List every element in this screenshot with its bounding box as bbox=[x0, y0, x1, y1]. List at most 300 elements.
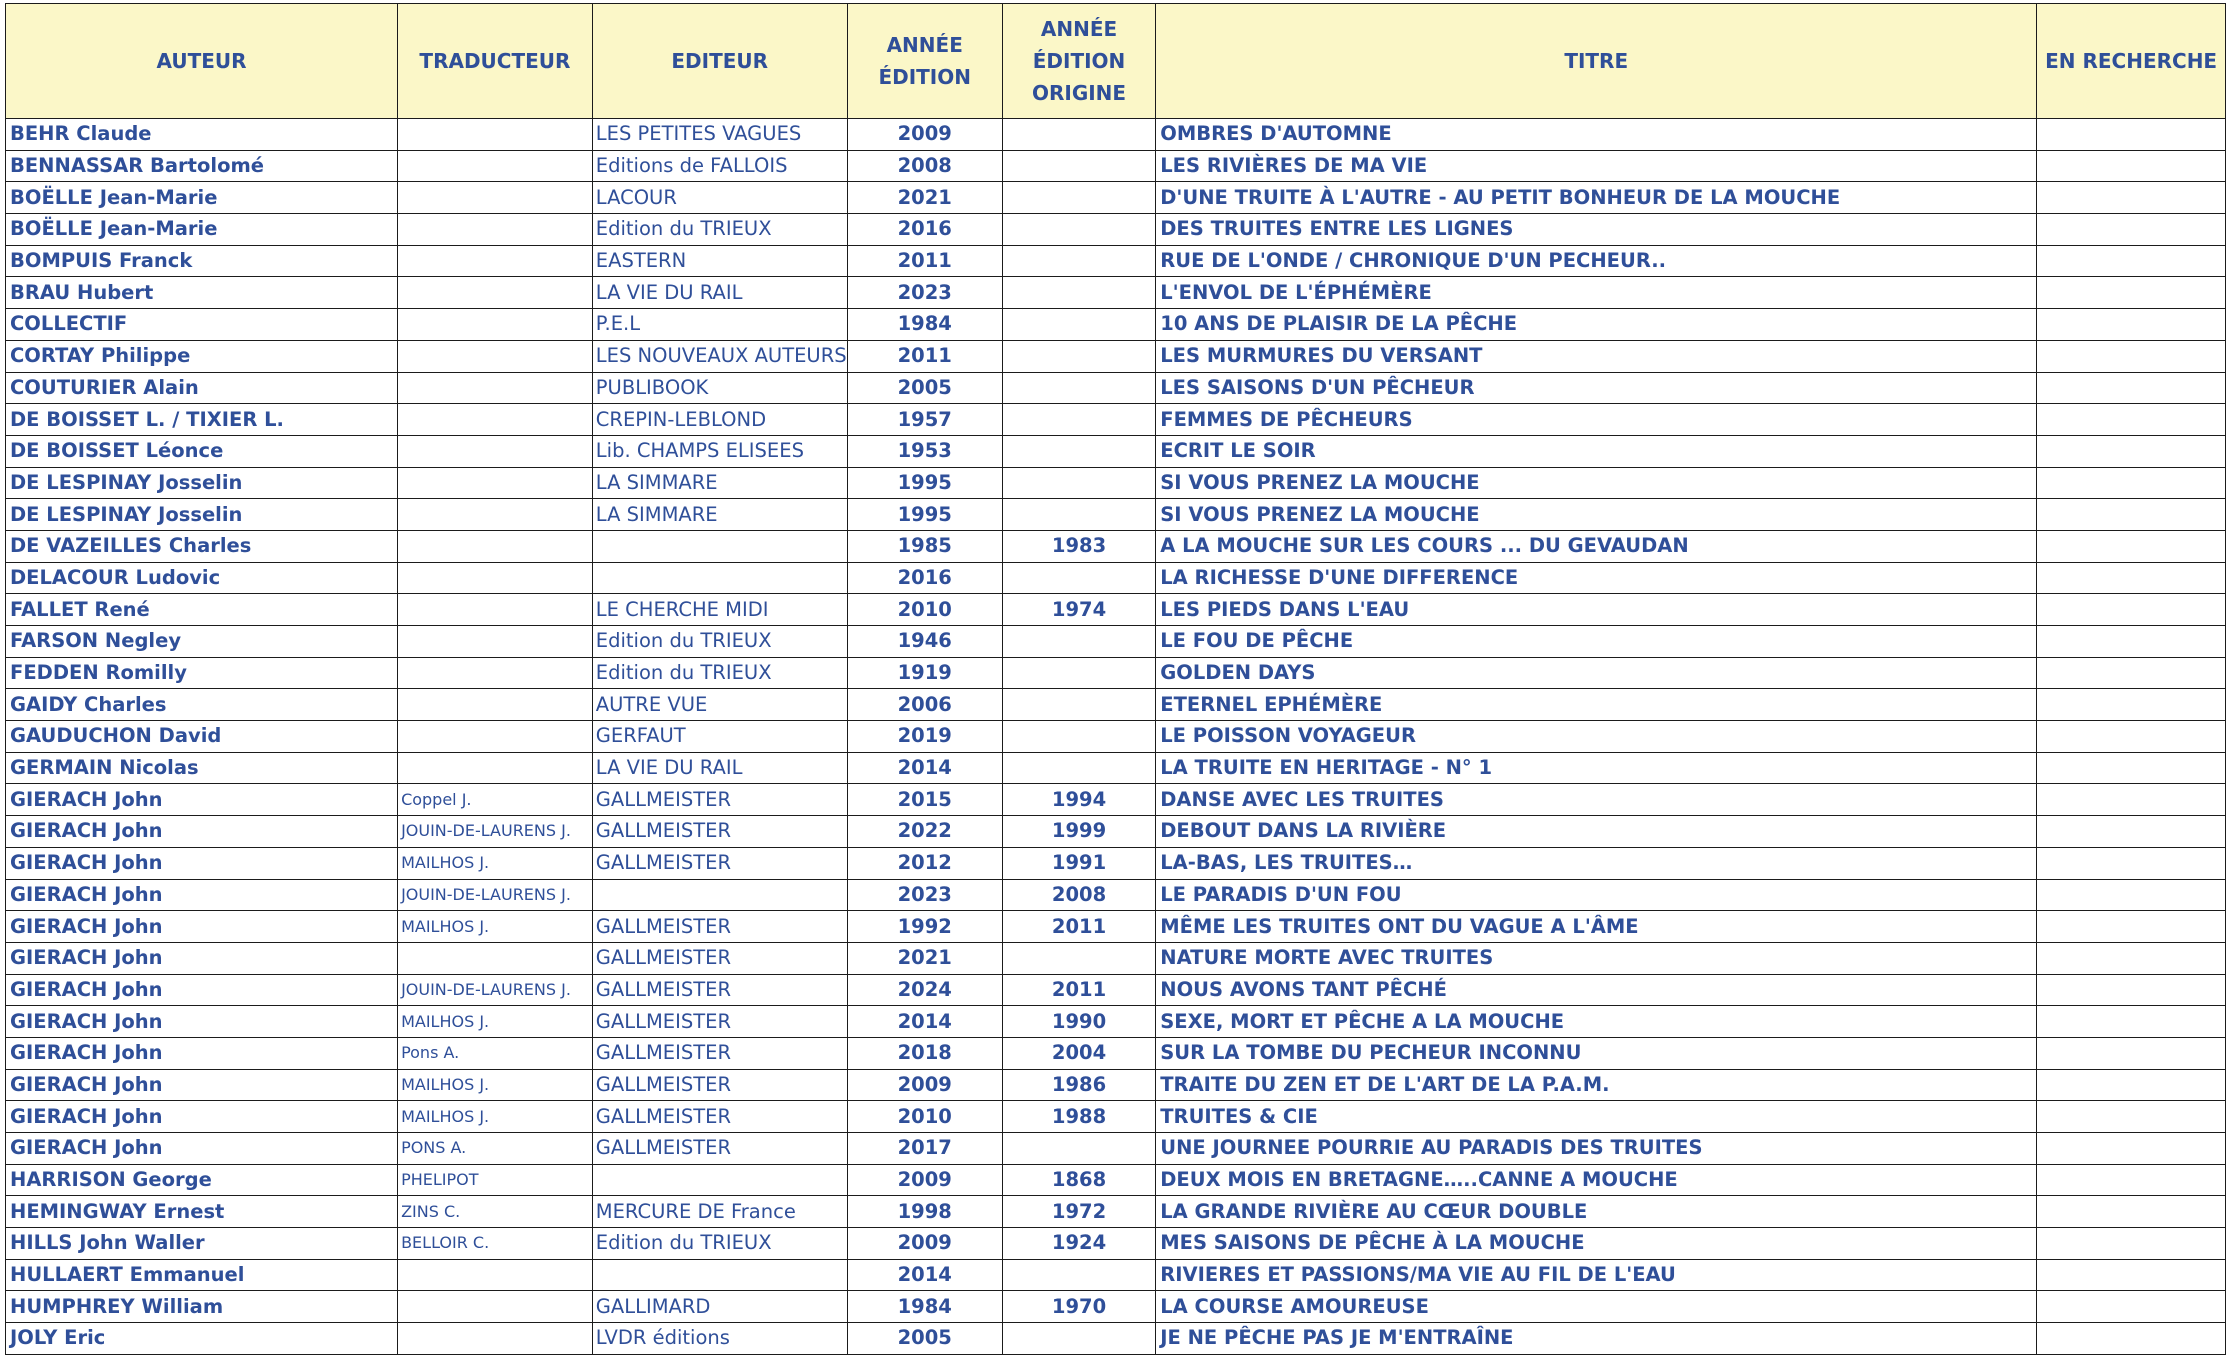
table-row bbox=[6, 689, 2226, 721]
cell-auteur[interactable]: DE BOISSET Léonce bbox=[6, 435, 398, 467]
cell-auteur[interactable]: GAIDY Charles bbox=[6, 689, 398, 721]
header-en-recherche[interactable]: EN RECHERCHE bbox=[2037, 4, 2226, 119]
cell-annee-edition[interactable]: 2016 bbox=[847, 214, 1002, 246]
cell-traducteur[interactable] bbox=[398, 530, 593, 562]
cell-titre[interactable]: A LA MOUCHE SUR LES COURS ... DU GEVAUDAN bbox=[1156, 530, 2037, 562]
cell-editeur[interactable]: GALLMEISTER bbox=[592, 784, 847, 816]
cell-traducteur[interactable] bbox=[398, 562, 593, 594]
cell-editeur[interactable]: GALLMEISTER bbox=[592, 974, 847, 1006]
cell-auteur[interactable]: FEDDEN Romilly bbox=[6, 657, 398, 689]
cell-annee-edition[interactable]: 1998 bbox=[847, 1196, 1002, 1228]
cell-auteur[interactable]: GIERACH John bbox=[6, 1069, 398, 1101]
cell-annee-origine[interactable] bbox=[1002, 1133, 1155, 1165]
cell-editeur[interactable]: GALLMEISTER bbox=[592, 1069, 847, 1101]
table-row bbox=[6, 816, 2226, 848]
cell-en-recherche[interactable] bbox=[2037, 245, 2226, 277]
cell-editeur[interactable] bbox=[592, 1259, 847, 1291]
cell-annee-origine[interactable]: 1988 bbox=[1002, 1101, 1155, 1133]
cell-en-recherche[interactable] bbox=[2037, 594, 2226, 626]
cell-traducteur[interactable] bbox=[398, 689, 593, 721]
cell-auteur[interactable]: HEMINGWAY Ernest bbox=[6, 1196, 398, 1228]
cell-annee-edition[interactable]: 2018 bbox=[847, 1037, 1002, 1069]
cell-editeur[interactable]: P.E.L bbox=[592, 309, 847, 341]
cell-traducteur[interactable] bbox=[398, 340, 593, 372]
cell-editeur[interactable]: LA VIE DU RAIL bbox=[592, 277, 847, 309]
cell-annee-edition[interactable]: 2024 bbox=[847, 974, 1002, 1006]
table-row bbox=[6, 340, 2226, 372]
cell-titre[interactable]: DES TRUITES ENTRE LES LIGNES bbox=[1156, 214, 2037, 246]
cell-annee-edition[interactable]: 2005 bbox=[847, 1323, 1002, 1355]
cell-annee-edition[interactable]: 2023 bbox=[847, 879, 1002, 911]
cell-editeur[interactable]: LES NOUVEAUX AUTEURS bbox=[592, 340, 847, 372]
cell-editeur[interactable]: LA SIMMARE bbox=[592, 499, 847, 531]
cell-titre[interactable]: ETERNEL EPHÉMÈRE bbox=[1156, 689, 2037, 721]
cell-en-recherche[interactable] bbox=[2037, 404, 2226, 436]
cell-annee-edition[interactable]: 1953 bbox=[847, 435, 1002, 467]
cell-annee-origine[interactable] bbox=[1002, 277, 1155, 309]
cell-auteur[interactable]: BEHR Claude bbox=[6, 119, 398, 151]
table-row bbox=[6, 467, 2226, 499]
cell-titre[interactable]: 10 ANS DE PLAISIR DE LA PÊCHE bbox=[1156, 309, 2037, 341]
cell-titre[interactable]: LA TRUITE EN HERITAGE - N° 1 bbox=[1156, 752, 2037, 784]
cell-annee-origine[interactable]: 1974 bbox=[1002, 594, 1155, 626]
cell-editeur[interactable] bbox=[592, 1164, 847, 1196]
table-row bbox=[6, 150, 2226, 182]
cell-auteur[interactable]: BOËLLE Jean-Marie bbox=[6, 214, 398, 246]
cell-en-recherche[interactable] bbox=[2037, 150, 2226, 182]
cell-en-recherche[interactable] bbox=[2037, 626, 2226, 658]
cell-annee-origine[interactable]: 1986 bbox=[1002, 1069, 1155, 1101]
cell-editeur[interactable]: GALLMEISTER bbox=[592, 1133, 847, 1165]
cell-traducteur[interactable]: PONS A. bbox=[398, 1133, 593, 1165]
cell-editeur[interactable]: GALLMEISTER bbox=[592, 816, 847, 848]
cell-annee-origine[interactable]: 1868 bbox=[1002, 1164, 1155, 1196]
cell-en-recherche[interactable] bbox=[2037, 1228, 2226, 1260]
table-row bbox=[6, 309, 2226, 341]
cell-traducteur[interactable] bbox=[398, 119, 593, 151]
cell-annee-origine[interactable]: 1924 bbox=[1002, 1228, 1155, 1260]
table-row bbox=[6, 721, 2226, 753]
cell-auteur[interactable]: GIERACH John bbox=[6, 784, 398, 816]
cell-titre[interactable]: LES RIVIÈRES DE MA VIE bbox=[1156, 150, 2037, 182]
cell-traducteur[interactable] bbox=[398, 214, 593, 246]
cell-annee-edition[interactable]: 2005 bbox=[847, 372, 1002, 404]
table-row bbox=[6, 911, 2226, 943]
cell-traducteur[interactable] bbox=[398, 404, 593, 436]
cell-auteur[interactable]: COLLECTIF bbox=[6, 309, 398, 341]
cell-editeur[interactable]: LES PETITES VAGUES bbox=[592, 119, 847, 151]
cell-annee-origine[interactable] bbox=[1002, 245, 1155, 277]
cell-annee-edition[interactable]: 2021 bbox=[847, 182, 1002, 214]
cell-en-recherche[interactable] bbox=[2037, 879, 2226, 911]
cell-annee-origine[interactable] bbox=[1002, 150, 1155, 182]
cell-titre[interactable]: OMBRES D'AUTOMNE bbox=[1156, 119, 2037, 151]
cell-en-recherche[interactable] bbox=[2037, 309, 2226, 341]
cell-en-recherche[interactable] bbox=[2037, 911, 2226, 943]
cell-en-recherche[interactable] bbox=[2037, 784, 2226, 816]
cell-annee-origine[interactable] bbox=[1002, 119, 1155, 151]
cell-annee-edition[interactable]: 2022 bbox=[847, 816, 1002, 848]
cell-auteur[interactable]: GIERACH John bbox=[6, 1133, 398, 1165]
cell-annee-origine[interactable] bbox=[1002, 435, 1155, 467]
cell-annee-edition[interactable]: 1919 bbox=[847, 657, 1002, 689]
cell-editeur[interactable]: Edition du TRIEUX bbox=[592, 626, 847, 658]
cell-editeur[interactable]: GALLMEISTER bbox=[592, 847, 847, 879]
header-annee-origine[interactable]: ANNÉE ÉDITION ORIGINE bbox=[1002, 4, 1155, 119]
cell-annee-edition[interactable]: 2017 bbox=[847, 1133, 1002, 1165]
cell-traducteur[interactable]: Coppel J. bbox=[398, 784, 593, 816]
cell-traducteur[interactable]: MAILHOS J. bbox=[398, 1006, 593, 1038]
cell-annee-edition[interactable]: 1957 bbox=[847, 404, 1002, 436]
cell-titre[interactable]: SUR LA TOMBE DU PECHEUR INCONNU bbox=[1156, 1037, 2037, 1069]
cell-titre[interactable]: NOUS AVONS TANT PÊCHÉ bbox=[1156, 974, 2037, 1006]
cell-annee-origine[interactable] bbox=[1002, 1323, 1155, 1355]
table-row bbox=[6, 1196, 2226, 1228]
header-annee-edition[interactable]: ANNÉE ÉDITION bbox=[847, 4, 1002, 119]
cell-annee-edition[interactable]: 2021 bbox=[847, 942, 1002, 974]
cell-titre[interactable]: JE NE PÊCHE PAS JE M'ENTRAÎNE bbox=[1156, 1323, 2037, 1355]
cell-annee-origine[interactable] bbox=[1002, 182, 1155, 214]
cell-en-recherche[interactable] bbox=[2037, 372, 2226, 404]
cell-annee-edition[interactable]: 2012 bbox=[847, 847, 1002, 879]
cell-traducteur[interactable] bbox=[398, 499, 593, 531]
cell-en-recherche[interactable] bbox=[2037, 1037, 2226, 1069]
cell-en-recherche[interactable] bbox=[2037, 182, 2226, 214]
header-editeur[interactable]: EDITEUR bbox=[592, 4, 847, 119]
cell-annee-origine[interactable]: 2011 bbox=[1002, 911, 1155, 943]
cell-traducteur[interactable] bbox=[398, 594, 593, 626]
cell-titre[interactable]: GOLDEN DAYS bbox=[1156, 657, 2037, 689]
cell-editeur[interactable]: AUTRE VUE bbox=[592, 689, 847, 721]
cell-annee-origine[interactable]: 1991 bbox=[1002, 847, 1155, 879]
cell-editeur[interactable]: GALLMEISTER bbox=[592, 1101, 847, 1133]
cell-titre[interactable]: LES SAISONS D'UN PÊCHEUR bbox=[1156, 372, 2037, 404]
table-row bbox=[6, 847, 2226, 879]
cell-annee-edition[interactable]: 2019 bbox=[847, 721, 1002, 753]
cell-annee-origine[interactable]: 2008 bbox=[1002, 879, 1155, 911]
cell-annee-origine[interactable]: 1990 bbox=[1002, 1006, 1155, 1038]
cell-annee-origine[interactable] bbox=[1002, 499, 1155, 531]
cell-traducteur[interactable]: JOUIN-DE-LAURENS J. bbox=[398, 974, 593, 1006]
cell-editeur[interactable]: LACOUR bbox=[592, 182, 847, 214]
cell-traducteur[interactable] bbox=[398, 150, 593, 182]
cell-auteur[interactable]: GIERACH John bbox=[6, 1006, 398, 1038]
cell-annee-edition[interactable]: 2023 bbox=[847, 277, 1002, 309]
cell-annee-edition[interactable]: 1984 bbox=[847, 1291, 1002, 1323]
cell-annee-edition[interactable]: 2009 bbox=[847, 119, 1002, 151]
cell-annee-origine[interactable] bbox=[1002, 372, 1155, 404]
cell-annee-edition[interactable]: 2015 bbox=[847, 784, 1002, 816]
cell-auteur[interactable]: DE BOISSET L. / TIXIER L. bbox=[6, 404, 398, 436]
cell-titre[interactable]: RIVIERES ET PASSIONS/MA VIE AU FIL DE L'EAU bbox=[1156, 1259, 2037, 1291]
cell-titre[interactable]: LE POISSON VOYAGEUR bbox=[1156, 721, 2037, 753]
cell-annee-origine[interactable] bbox=[1002, 752, 1155, 784]
cell-editeur[interactable]: Lib. CHAMPS ELISEES bbox=[592, 435, 847, 467]
cell-auteur[interactable]: HILLS John Waller bbox=[6, 1228, 398, 1260]
cell-editeur[interactable]: Edition du TRIEUX bbox=[592, 214, 847, 246]
cell-annee-edition[interactable]: 1984 bbox=[847, 309, 1002, 341]
cell-annee-edition[interactable]: 2009 bbox=[847, 1164, 1002, 1196]
cell-auteur[interactable]: GERMAIN Nicolas bbox=[6, 752, 398, 784]
cell-en-recherche[interactable] bbox=[2037, 657, 2226, 689]
cell-traducteur[interactable]: BELLOIR C. bbox=[398, 1228, 593, 1260]
cell-auteur[interactable]: HULLAERT Emmanuel bbox=[6, 1259, 398, 1291]
cell-en-recherche[interactable] bbox=[2037, 562, 2226, 594]
cell-editeur[interactable] bbox=[592, 530, 847, 562]
cell-auteur[interactable]: GIERACH John bbox=[6, 974, 398, 1006]
cell-auteur[interactable]: DE LESPINAY Josselin bbox=[6, 467, 398, 499]
cell-auteur[interactable]: GIERACH John bbox=[6, 1101, 398, 1133]
cell-en-recherche[interactable] bbox=[2037, 467, 2226, 499]
cell-annee-origine[interactable] bbox=[1002, 340, 1155, 372]
cell-editeur[interactable]: Edition du TRIEUX bbox=[592, 1228, 847, 1260]
cell-auteur[interactable]: GIERACH John bbox=[6, 942, 398, 974]
cell-traducteur[interactable] bbox=[398, 277, 593, 309]
cell-annee-origine[interactable]: 2011 bbox=[1002, 974, 1155, 1006]
cell-titre[interactable]: NATURE MORTE AVEC TRUITES bbox=[1156, 942, 2037, 974]
cell-auteur[interactable]: GIERACH John bbox=[6, 1037, 398, 1069]
cell-auteur[interactable]: GAUDUCHON David bbox=[6, 721, 398, 753]
cell-traducteur[interactable] bbox=[398, 942, 593, 974]
cell-en-recherche[interactable] bbox=[2037, 1133, 2226, 1165]
table-row bbox=[6, 435, 2226, 467]
cell-annee-edition[interactable]: 1985 bbox=[847, 530, 1002, 562]
cell-annee-origine[interactable]: 1999 bbox=[1002, 816, 1155, 848]
cell-titre[interactable]: LA-BAS, LES TRUITES… bbox=[1156, 847, 2037, 879]
cell-annee-origine[interactable]: 1970 bbox=[1002, 1291, 1155, 1323]
cell-en-recherche[interactable] bbox=[2037, 752, 2226, 784]
cell-auteur[interactable]: BOMPUIS Franck bbox=[6, 245, 398, 277]
cell-en-recherche[interactable] bbox=[2037, 119, 2226, 151]
cell-auteur[interactable]: FARSON Negley bbox=[6, 626, 398, 658]
cell-annee-origine[interactable] bbox=[1002, 404, 1155, 436]
cell-annee-origine[interactable]: 2004 bbox=[1002, 1037, 1155, 1069]
cell-annee-origine[interactable] bbox=[1002, 657, 1155, 689]
table-row bbox=[6, 1228, 2226, 1260]
cell-traducteur[interactable] bbox=[398, 1259, 593, 1291]
cell-annee-edition[interactable]: 2006 bbox=[847, 689, 1002, 721]
cell-auteur[interactable]: CORTAY Philippe bbox=[6, 340, 398, 372]
cell-titre[interactable]: LA RICHESSE D'UNE DIFFERENCE bbox=[1156, 562, 2037, 594]
cell-annee-edition[interactable]: 1995 bbox=[847, 467, 1002, 499]
cell-editeur[interactable]: Editions de FALLOIS bbox=[592, 150, 847, 182]
cell-traducteur[interactable]: ZINS C. bbox=[398, 1196, 593, 1228]
cell-traducteur[interactable]: MAILHOS J. bbox=[398, 847, 593, 879]
cell-en-recherche[interactable] bbox=[2037, 340, 2226, 372]
cell-titre[interactable]: MÊME LES TRUITES ONT DU VAGUE A L'ÂME bbox=[1156, 911, 2037, 943]
cell-annee-origine[interactable] bbox=[1002, 721, 1155, 753]
cell-annee-origine[interactable] bbox=[1002, 689, 1155, 721]
cell-editeur[interactable] bbox=[592, 562, 847, 594]
cell-annee-edition[interactable]: 2008 bbox=[847, 150, 1002, 182]
cell-editeur[interactable] bbox=[592, 879, 847, 911]
cell-titre[interactable]: LES PIEDS DANS L'EAU bbox=[1156, 594, 2037, 626]
cell-en-recherche[interactable] bbox=[2037, 721, 2226, 753]
cell-editeur[interactable]: GALLMEISTER bbox=[592, 1037, 847, 1069]
cell-editeur[interactable]: GALLIMARD bbox=[592, 1291, 847, 1323]
cell-titre[interactable]: RUE DE L'ONDE / CHRONIQUE D'UN PECHEUR.. bbox=[1156, 245, 2037, 277]
cell-en-recherche[interactable] bbox=[2037, 942, 2226, 974]
cell-annee-origine[interactable] bbox=[1002, 942, 1155, 974]
cell-en-recherche[interactable] bbox=[2037, 1323, 2226, 1355]
header-auteur[interactable]: AUTEUR bbox=[6, 4, 398, 119]
cell-en-recherche[interactable] bbox=[2037, 1196, 2226, 1228]
cell-en-recherche[interactable] bbox=[2037, 435, 2226, 467]
cell-traducteur[interactable] bbox=[398, 1323, 593, 1355]
cell-annee-edition[interactable]: 2009 bbox=[847, 1228, 1002, 1260]
cell-annee-edition[interactable]: 2014 bbox=[847, 1006, 1002, 1038]
cell-auteur[interactable]: JOLY Eric bbox=[6, 1323, 398, 1355]
cell-annee-origine[interactable] bbox=[1002, 309, 1155, 341]
cell-en-recherche[interactable] bbox=[2037, 1164, 2226, 1196]
cell-auteur[interactable]: DE VAZEILLES Charles bbox=[6, 530, 398, 562]
cell-editeur[interactable]: LA SIMMARE bbox=[592, 467, 847, 499]
cell-titre[interactable]: L'ENVOL DE L'ÉPHÉMÈRE bbox=[1156, 277, 2037, 309]
cell-titre[interactable]: DEBOUT DANS LA RIVIÈRE bbox=[1156, 816, 2037, 848]
cell-en-recherche[interactable] bbox=[2037, 1259, 2226, 1291]
cell-annee-edition[interactable]: 1946 bbox=[847, 626, 1002, 658]
cell-titre[interactable]: DEUX MOIS EN BRETAGNE…..CANNE A MOUCHE bbox=[1156, 1164, 2037, 1196]
cell-en-recherche[interactable] bbox=[2037, 689, 2226, 721]
cell-titre[interactable]: LA COURSE AMOUREUSE bbox=[1156, 1291, 2037, 1323]
cell-annee-origine[interactable]: 1983 bbox=[1002, 530, 1155, 562]
cell-editeur[interactable]: EASTERN bbox=[592, 245, 847, 277]
cell-en-recherche[interactable] bbox=[2037, 1291, 2226, 1323]
cell-editeur[interactable]: Edition du TRIEUX bbox=[592, 657, 847, 689]
cell-traducteur[interactable]: Pons A. bbox=[398, 1037, 593, 1069]
cell-auteur[interactable]: DELACOUR Ludovic bbox=[6, 562, 398, 594]
cell-traducteur[interactable]: PHELIPOT bbox=[398, 1164, 593, 1196]
cell-auteur[interactable]: FALLET René bbox=[6, 594, 398, 626]
table-row bbox=[6, 1133, 2226, 1165]
cell-titre[interactable]: ECRIT LE SOIR bbox=[1156, 435, 2037, 467]
cell-auteur[interactable]: GIERACH John bbox=[6, 911, 398, 943]
cell-auteur[interactable]: HARRISON George bbox=[6, 1164, 398, 1196]
cell-titre[interactable]: SI VOUS PRENEZ LA MOUCHE bbox=[1156, 467, 2037, 499]
header-traducteur[interactable]: TRADUCTEUR bbox=[398, 4, 593, 119]
cell-annee-origine[interactable] bbox=[1002, 562, 1155, 594]
cell-annee-edition[interactable]: 2009 bbox=[847, 1069, 1002, 1101]
cell-auteur[interactable]: GIERACH John bbox=[6, 879, 398, 911]
cell-traducteur[interactable]: JOUIN-DE-LAURENS J. bbox=[398, 816, 593, 848]
cell-traducteur[interactable]: JOUIN-DE-LAURENS J. bbox=[398, 879, 593, 911]
cell-titre[interactable]: UNE JOURNEE POURRIE AU PARADIS DES TRUITES bbox=[1156, 1133, 2037, 1165]
cell-en-recherche[interactable] bbox=[2037, 974, 2226, 1006]
cell-annee-origine[interactable]: 1994 bbox=[1002, 784, 1155, 816]
cell-titre[interactable]: FEMMES DE PÊCHEURS bbox=[1156, 404, 2037, 436]
table-row bbox=[6, 1069, 2226, 1101]
header-titre[interactable]: TITRE bbox=[1156, 4, 2037, 119]
cell-titre[interactable]: LE PARADIS D'UN FOU bbox=[1156, 879, 2037, 911]
cell-annee-origine[interactable] bbox=[1002, 626, 1155, 658]
cell-traducteur[interactable] bbox=[398, 182, 593, 214]
cell-auteur[interactable]: BENNASSAR Bartolomé bbox=[6, 150, 398, 182]
cell-editeur[interactable]: LE CHERCHE MIDI bbox=[592, 594, 847, 626]
cell-traducteur[interactable]: MAILHOS J. bbox=[398, 1101, 593, 1133]
cell-en-recherche[interactable] bbox=[2037, 816, 2226, 848]
cell-auteur[interactable]: GIERACH John bbox=[6, 816, 398, 848]
cell-editeur[interactable]: MERCURE DE France bbox=[592, 1196, 847, 1228]
cell-annee-edition[interactable]: 1992 bbox=[847, 911, 1002, 943]
cell-titre[interactable]: TRAITE DU ZEN ET DE L'ART DE LA P.A.M. bbox=[1156, 1069, 2037, 1101]
cell-editeur[interactable]: PUBLIBOOK bbox=[592, 372, 847, 404]
cell-auteur[interactable]: DE LESPINAY Josselin bbox=[6, 499, 398, 531]
cell-annee-edition[interactable]: 2011 bbox=[847, 245, 1002, 277]
cell-titre[interactable]: LA GRANDE RIVIÈRE AU CŒUR DOUBLE bbox=[1156, 1196, 2037, 1228]
cell-en-recherche[interactable] bbox=[2037, 277, 2226, 309]
cell-traducteur[interactable] bbox=[398, 372, 593, 404]
cell-auteur[interactable]: HUMPHREY William bbox=[6, 1291, 398, 1323]
cell-annee-origine[interactable]: 1972 bbox=[1002, 1196, 1155, 1228]
cell-en-recherche[interactable] bbox=[2037, 1006, 2226, 1038]
cell-traducteur[interactable] bbox=[398, 467, 593, 499]
cell-traducteur[interactable] bbox=[398, 1291, 593, 1323]
cell-annee-edition[interactable]: 2014 bbox=[847, 752, 1002, 784]
cell-traducteur[interactable] bbox=[398, 309, 593, 341]
cell-annee-origine[interactable] bbox=[1002, 467, 1155, 499]
cell-en-recherche[interactable] bbox=[2037, 847, 2226, 879]
cell-editeur[interactable]: GALLMEISTER bbox=[592, 1006, 847, 1038]
cell-traducteur[interactable] bbox=[398, 626, 593, 658]
table-row bbox=[6, 404, 2226, 436]
cell-auteur[interactable]: GIERACH John bbox=[6, 847, 398, 879]
cell-annee-edition[interactable]: 1995 bbox=[847, 499, 1002, 531]
cell-traducteur[interactable] bbox=[398, 245, 593, 277]
cell-editeur[interactable]: LVDR éditions bbox=[592, 1323, 847, 1355]
cell-titre[interactable]: D'UNE TRUITE À L'AUTRE - AU PETIT BONHEUR DE LA MOUCHE bbox=[1156, 182, 2037, 214]
cell-editeur[interactable]: GERFAUT bbox=[592, 721, 847, 753]
cell-titre[interactable]: LE FOU DE PÊCHE bbox=[1156, 626, 2037, 658]
cell-annee-origine[interactable] bbox=[1002, 1259, 1155, 1291]
cell-traducteur[interactable] bbox=[398, 435, 593, 467]
cell-en-recherche[interactable] bbox=[2037, 1101, 2226, 1133]
cell-annee-edition[interactable]: 2011 bbox=[847, 340, 1002, 372]
cell-editeur[interactable]: GALLMEISTER bbox=[592, 942, 847, 974]
cell-titre[interactable]: SEXE, MORT ET PÊCHE A LA MOUCHE bbox=[1156, 1006, 2037, 1038]
cell-annee-edition[interactable]: 2010 bbox=[847, 1101, 1002, 1133]
cell-titre[interactable]: SI VOUS PRENEZ LA MOUCHE bbox=[1156, 499, 2037, 531]
cell-traducteur[interactable]: MAILHOS J. bbox=[398, 911, 593, 943]
cell-titre[interactable]: LES MURMURES DU VERSANT bbox=[1156, 340, 2037, 372]
table-row bbox=[6, 245, 2226, 277]
cell-en-recherche[interactable] bbox=[2037, 214, 2226, 246]
cell-annee-edition[interactable]: 2014 bbox=[847, 1259, 1002, 1291]
cell-editeur[interactable]: GALLMEISTER bbox=[592, 911, 847, 943]
cell-auteur[interactable]: COUTURIER Alain bbox=[6, 372, 398, 404]
cell-traducteur[interactable]: MAILHOS J. bbox=[398, 1069, 593, 1101]
cell-en-recherche[interactable] bbox=[2037, 530, 2226, 562]
cell-traducteur[interactable] bbox=[398, 721, 593, 753]
cell-en-recherche[interactable] bbox=[2037, 499, 2226, 531]
cell-en-recherche[interactable] bbox=[2037, 1069, 2226, 1101]
cell-annee-edition[interactable]: 2010 bbox=[847, 594, 1002, 626]
cell-traducteur[interactable] bbox=[398, 657, 593, 689]
cell-editeur[interactable]: CREPIN-LEBLOND bbox=[592, 404, 847, 436]
table-row bbox=[6, 879, 2226, 911]
cell-annee-origine[interactable] bbox=[1002, 214, 1155, 246]
cell-auteur[interactable]: BOËLLE Jean-Marie bbox=[6, 182, 398, 214]
cell-annee-edition[interactable]: 2016 bbox=[847, 562, 1002, 594]
book-table bbox=[5, 3, 2226, 1355]
table-row bbox=[6, 1323, 2226, 1355]
cell-auteur[interactable]: BRAU Hubert bbox=[6, 277, 398, 309]
cell-titre[interactable]: TRUITES & CIE bbox=[1156, 1101, 2037, 1133]
cell-titre[interactable]: MES SAISONS DE PÊCHE À LA MOUCHE bbox=[1156, 1228, 2037, 1260]
cell-traducteur[interactable] bbox=[398, 752, 593, 784]
table-row bbox=[6, 594, 2226, 626]
cell-editeur[interactable]: LA VIE DU RAIL bbox=[592, 752, 847, 784]
cell-titre[interactable]: DANSE AVEC LES TRUITES bbox=[1156, 784, 2037, 816]
